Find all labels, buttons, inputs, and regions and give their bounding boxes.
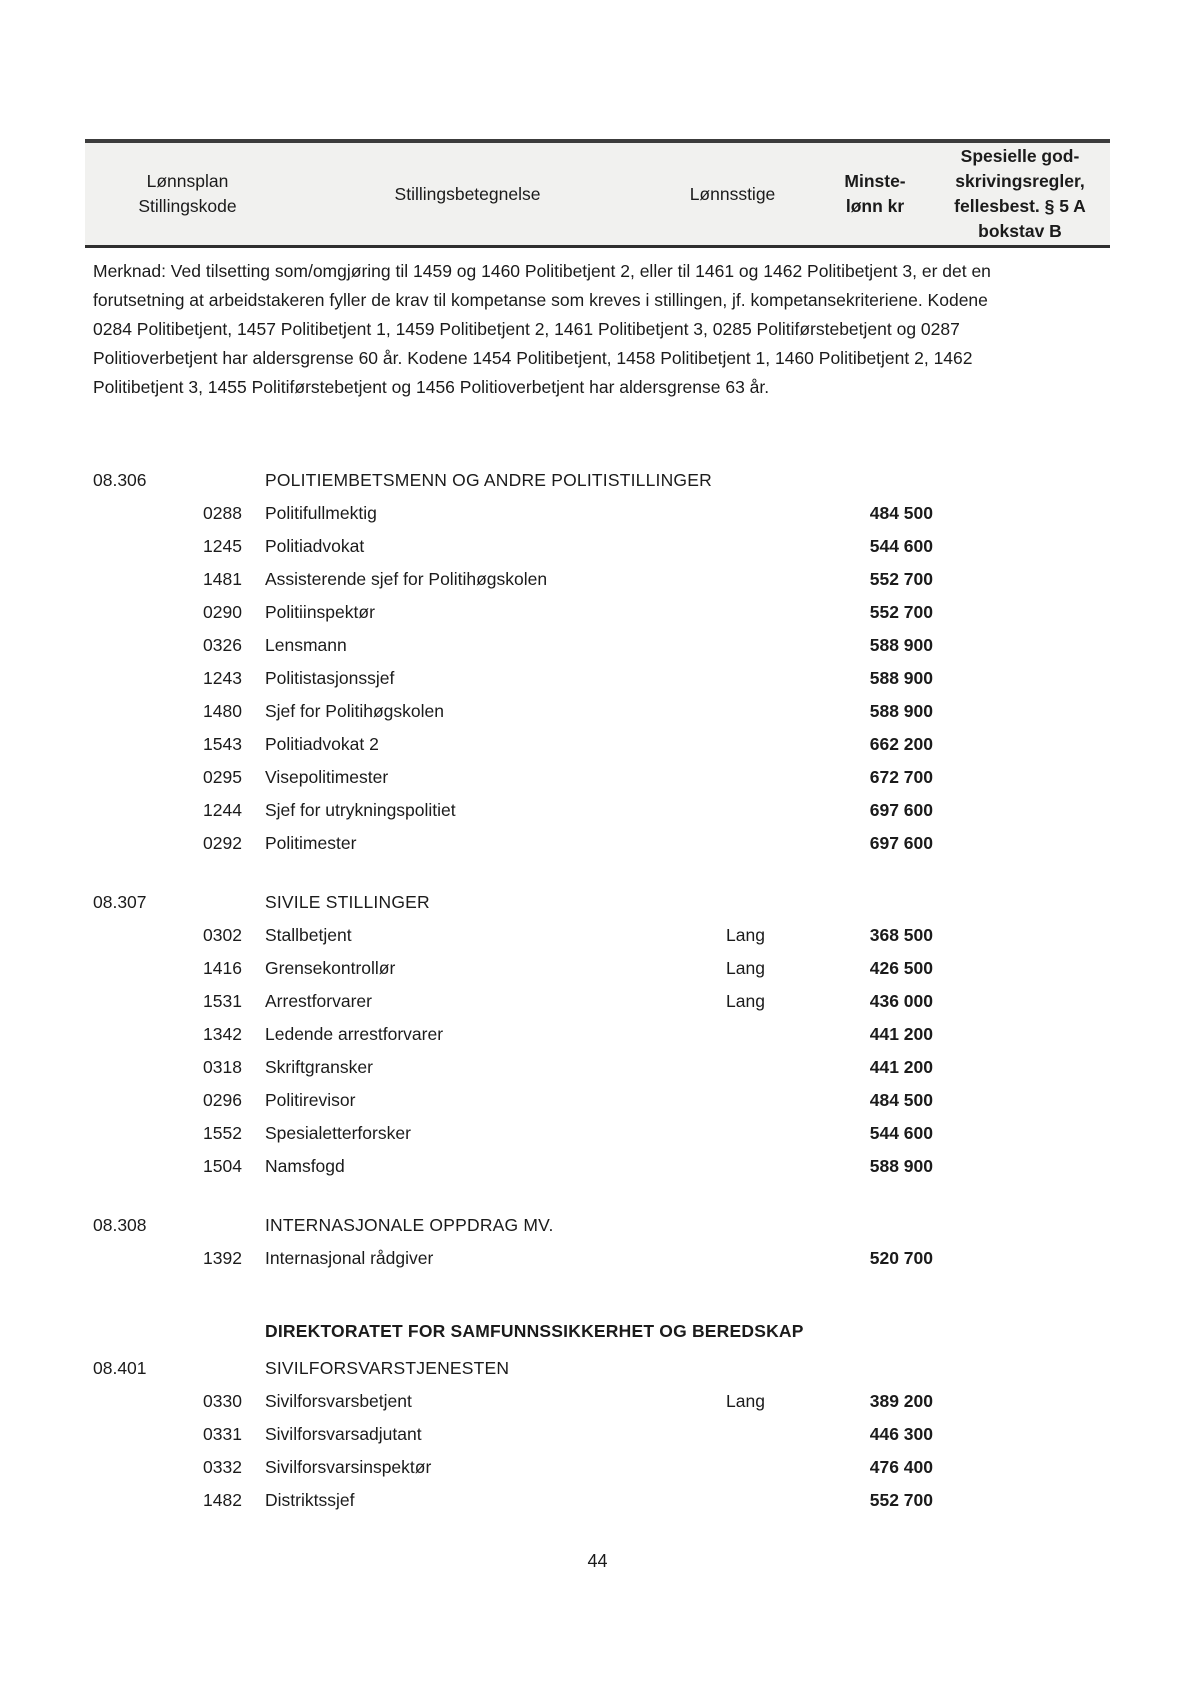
table-row (85, 761, 1110, 794)
section-title: INTERNASJONALE OPPDRAG MV. (265, 1215, 554, 1235)
table-row (85, 497, 1110, 530)
section-code: 08.306 (93, 470, 147, 490)
minimum-salary: 552 700 (869, 1490, 933, 1510)
position-code: 1480 (203, 701, 242, 721)
table-row (85, 1117, 1110, 1150)
position-code: 1243 (203, 668, 242, 688)
position-title: Politiinspektør (265, 602, 375, 622)
position-code: 0332 (203, 1457, 242, 1477)
table-row (85, 563, 1110, 596)
table-row (85, 695, 1110, 728)
salary-ladder: Lang (726, 925, 765, 945)
position-code: 1504 (203, 1156, 242, 1176)
salary-section (85, 886, 1110, 1183)
salary-ladder: Lang (726, 1391, 765, 1411)
section-title: POLITIEMBETSMENN OG ANDRE POLITISTILLINGER (265, 470, 712, 490)
table-row (85, 662, 1110, 695)
position-code: 0290 (203, 602, 242, 622)
column-header-stillingsbetegnelse: Stillingsbetegnelse (394, 183, 541, 204)
minimum-salary: 552 700 (869, 602, 933, 622)
table-row (85, 827, 1110, 860)
position-title: Internasjonal rådgiver (265, 1248, 434, 1268)
position-title: Namsfogd (265, 1156, 345, 1176)
table-row (85, 952, 1110, 985)
minimum-salary: 588 900 (869, 1156, 933, 1176)
table-row (85, 1084, 1110, 1117)
minimum-salary: 441 200 (869, 1024, 933, 1044)
table-row (85, 596, 1110, 629)
position-code: 1392 (203, 1248, 242, 1268)
position-title: Grensekontrollør (265, 958, 396, 978)
table-row (85, 1051, 1110, 1084)
column-header-lonnsplan: Lønnsplan (146, 171, 229, 191)
position-title: Assisterende sjef for Politihøgskolen (265, 569, 548, 589)
position-title: Politiadvokat (265, 536, 365, 556)
position-code: 1245 (203, 536, 242, 556)
column-header-stillingskode: Stillingskode (138, 196, 237, 216)
position-title: Sivilforsvarsinspektør (265, 1457, 432, 1477)
salary-ladder: Lang (726, 991, 765, 1011)
position-title: Spesialetterforsker (265, 1123, 411, 1143)
minimum-salary: 426 500 (869, 958, 933, 978)
section-title: SIVILFORSVARSTJENESTEN (265, 1358, 510, 1378)
section-rows (85, 1385, 1110, 1517)
position-title: Sivilforsvarsadjutant (265, 1424, 422, 1444)
minimum-salary: 588 900 (869, 635, 933, 655)
minimum-salary: 446 300 (869, 1424, 933, 1444)
position-title: Politirevisor (265, 1090, 356, 1110)
position-code: 1531 (203, 991, 242, 1011)
position-code: 1244 (203, 800, 242, 820)
merknad-note: Merknad: Ved tilsetting som/omgjøring til 1459 og 1460 Politibetjent 2, eller til 1461 og 1462 Politibetjent 3, er det en forutsetning at arbeidstakeren fyller de krav til kompetanse som kreves i stillingen, jf. kompetansekriteriene. Kodene 0284 Politibetjent, 1457 Politibetjent 1, 1459 Politibetjent 2, 1461 Politibetjent 3, 0285 Politiførstebetjent og 0287 Politioverbetjent har aldersgrense 60 år. Kodene 1454 Politibetjent, 1458 Politibetjent 1, 1460 Politibetjent 2, 1462 Politibetjent 3, 1455 Politiførstebetjent og 1456 Politioverbetjent har aldersgrense 63 år. (93, 261, 991, 397)
table-row (85, 1150, 1110, 1183)
salary-section (85, 464, 1110, 860)
minimum-salary: 552 700 (869, 569, 933, 589)
section-heading (85, 1352, 1110, 1385)
section-code: 08.307 (93, 892, 147, 912)
column-header-lonnsstige: Lønnsstige (689, 183, 776, 204)
position-title: Sjef for utrykningspolitiet (265, 800, 456, 820)
position-title: Arrestforvarer (265, 991, 372, 1011)
position-code: 1481 (203, 569, 242, 589)
section-rows (85, 1242, 1110, 1275)
position-code: 0292 (203, 833, 242, 853)
table-row (85, 794, 1110, 827)
section-supertitle: DIREKTORATET FOR SAMFUNNSSIKKERHET OG BEREDSKAP (265, 1321, 804, 1341)
column-header-spesielle-godskrivingsregler: Spesielle god- skrivingsregler, fellesbest. § 5 A bokstav B (954, 146, 1086, 241)
salary-section (85, 1315, 1110, 1517)
position-title: Politistasjonssjef (265, 668, 395, 688)
position-code: 0296 (203, 1090, 242, 1110)
section-code: 08.308 (93, 1215, 147, 1235)
position-title: Politiadvokat 2 (265, 734, 379, 754)
table-header (85, 139, 1110, 248)
position-code: 0331 (203, 1424, 242, 1444)
table-row (85, 1484, 1110, 1517)
position-title: Skriftgransker (265, 1057, 373, 1077)
table-row (85, 1385, 1110, 1418)
minimum-salary: 588 900 (869, 701, 933, 721)
minimum-salary: 441 200 (869, 1057, 933, 1077)
minimum-salary: 662 200 (869, 734, 933, 754)
position-title: Visepolitimester (265, 767, 389, 787)
minimum-salary: 484 500 (869, 1090, 933, 1110)
section-heading (85, 886, 1110, 919)
table-row (85, 728, 1110, 761)
position-code: 0295 (203, 767, 242, 787)
minimum-salary: 484 500 (869, 503, 933, 523)
position-code: 1342 (203, 1024, 242, 1044)
minimum-salary: 520 700 (869, 1248, 933, 1268)
position-code: 1552 (203, 1123, 242, 1143)
minimum-salary: 697 600 (869, 833, 933, 853)
table-row (85, 629, 1110, 662)
table-row (85, 1451, 1110, 1484)
position-title: Sjef for Politihøgskolen (265, 701, 444, 721)
position-title: Lensmann (265, 635, 347, 655)
position-code: 1543 (203, 734, 242, 754)
position-code: 1416 (203, 958, 242, 978)
position-code: 0326 (203, 635, 242, 655)
position-code: 0302 (203, 925, 242, 945)
section-heading (85, 464, 1110, 497)
section-code: 08.401 (93, 1358, 147, 1378)
position-title: Politifullmektig (265, 503, 377, 523)
table-row (85, 1018, 1110, 1051)
position-code: 1482 (203, 1490, 242, 1510)
column-header-lonnsplan-stillingskode (85, 169, 290, 219)
position-title: Distriktssjef (265, 1490, 355, 1510)
section-rows (85, 497, 1110, 860)
table-row (85, 985, 1110, 1018)
minimum-salary: 544 600 (869, 536, 933, 556)
minimum-salary: 697 600 (869, 800, 933, 820)
table-row (85, 1242, 1110, 1275)
section-rows (85, 919, 1110, 1183)
section-title: SIVILE STILLINGER (265, 892, 430, 912)
position-code: 0330 (203, 1391, 242, 1411)
table-row (85, 919, 1110, 952)
position-title: Stallbetjent (265, 925, 352, 945)
position-title: Sivilforsvarsbetjent (265, 1391, 412, 1411)
position-title: Ledende arrestforvarer (265, 1024, 444, 1044)
section-supertitle-row (85, 1315, 1110, 1348)
page-number: 44 (587, 1551, 608, 1571)
page-content (85, 0, 1110, 1572)
minimum-salary: 368 500 (869, 925, 933, 945)
table-row (85, 530, 1110, 563)
salary-section (85, 1209, 1110, 1275)
minimum-salary: 389 200 (869, 1391, 933, 1411)
minimum-salary: 436 000 (869, 991, 933, 1011)
minimum-salary: 476 400 (869, 1457, 933, 1477)
position-code: 0318 (203, 1057, 242, 1077)
table-row (85, 1418, 1110, 1451)
section-heading (85, 1209, 1110, 1242)
minimum-salary: 588 900 (869, 668, 933, 688)
minimum-salary: 544 600 (869, 1123, 933, 1143)
minimum-salary: 672 700 (869, 767, 933, 787)
position-title: Politimester (265, 833, 357, 853)
salary-table-body (85, 464, 1110, 1517)
position-code: 0288 (203, 503, 242, 523)
salary-ladder: Lang (726, 958, 765, 978)
column-header-minstelonn: Minste- lønn kr (844, 171, 906, 216)
